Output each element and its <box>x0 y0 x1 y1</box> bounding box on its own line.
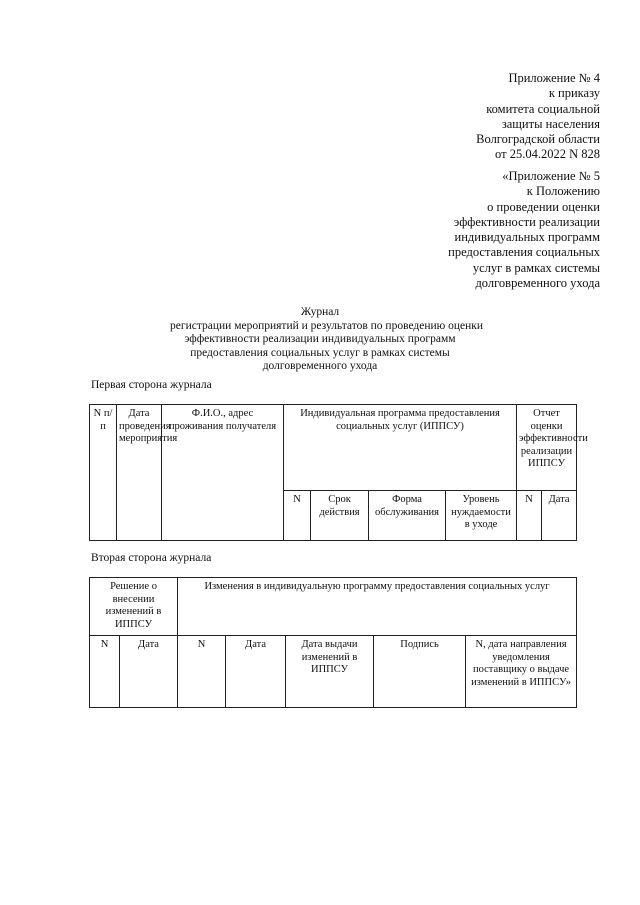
subcol-issue-date: Дата выдачи изменений в ИППСУ <box>286 636 374 708</box>
subcol-validity-term: Срок действия <box>311 491 369 541</box>
col-number-header: N п/п <box>90 405 117 541</box>
appendix-line: о проведении оценки <box>487 199 600 214</box>
col-recipient-header: Ф.И.О., адрес проживания получателя <box>162 405 284 541</box>
col-decision-header: Решение о внесении изменений в ИППСУ <box>90 578 178 636</box>
journal-title <box>170 306 484 374</box>
journal-table-first-side <box>89 404 588 541</box>
appendix-line: долговременного ухода <box>475 276 600 291</box>
appendix-line: эффективности реализации <box>453 214 600 229</box>
second-side-label: Вторая сторона журнала <box>91 552 212 564</box>
subcol-report-date: Дата <box>542 491 577 541</box>
title-line: регистрации мероприятий и результатов по проведению оценки <box>170 319 484 332</box>
appendix-line: Приложение № 4 <box>508 71 600 85</box>
subcol-change-date: Дата <box>226 636 286 708</box>
subcol-signature: Подпись <box>374 636 466 708</box>
appendix-line: к Положению <box>526 184 600 199</box>
appendix-line: к приказу <box>548 86 600 101</box>
appendix-line: комитета социальной <box>486 101 600 116</box>
col-report-header: Отчет оценки эффективности реализации ИППСУ <box>517 405 577 491</box>
col-ippsu-header: Индивидуальная программа предоставления социальных услуг (ИППСУ) <box>284 405 517 491</box>
subcol-change-number: N <box>178 636 226 708</box>
appendix-line: «Приложение № 5 <box>502 169 600 183</box>
title-line: предоставления социальных услуг в рамках системы <box>190 346 450 359</box>
col-changes-header: Изменения в индивидуальную программу предоставления социальных услуг <box>178 578 577 636</box>
title-line: эффективности реализации индивидуальных программ <box>184 333 456 346</box>
appendix-line: от 25.04.2022 N 828 <box>495 147 600 162</box>
col-event-date-header: Дата проведения мероприятия <box>117 405 162 541</box>
subcol-notification: N, дата направления уведомления поставщику о выдаче изменений в ИППСУ» <box>466 636 577 708</box>
title-line: Журнал <box>300 306 340 318</box>
appendix-line: индивидуальных программ <box>454 230 600 245</box>
subcol-ippsu-number: N <box>284 491 311 541</box>
subcol-care-level: Уровень нуждаемости в уходе <box>446 491 517 541</box>
appendix-line: предоставления социальных <box>448 245 600 260</box>
title-line: долговременного ухода <box>262 360 378 373</box>
appendix-line: Волгоградской области <box>476 132 600 147</box>
first-side-label: Первая сторона журнала <box>91 379 212 391</box>
appendix-5-header <box>448 169 600 291</box>
journal-table-second-side <box>89 577 577 708</box>
appendix-4-header <box>476 71 600 163</box>
subcol-decision-date: Дата <box>120 636 178 708</box>
appendix-line: защиты населения <box>501 116 600 131</box>
subcol-service-form: Форма обслуживания <box>369 491 446 541</box>
subcol-report-number: N <box>517 491 542 541</box>
subcol-decision-number: N <box>90 636 120 708</box>
appendix-line: услуг в рамках системы <box>472 260 600 275</box>
